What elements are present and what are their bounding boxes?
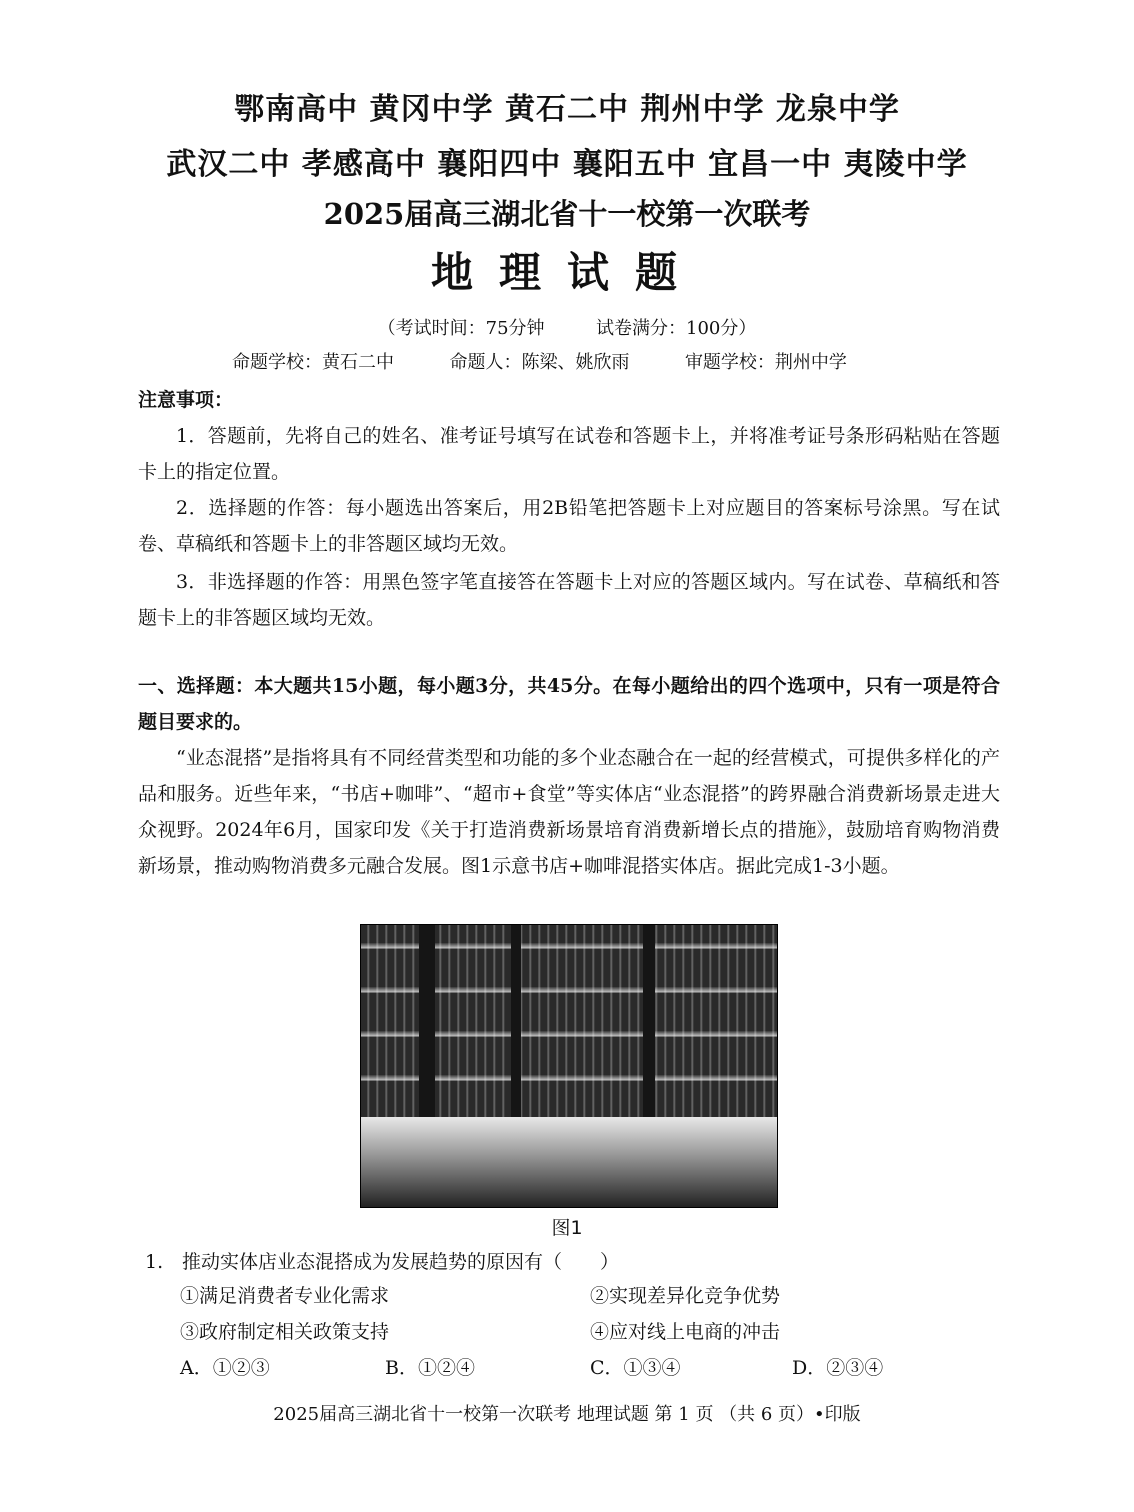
- choice-d[interactable]: D．②③④: [792, 1357, 884, 1379]
- statement-2: ②实现差异化竞争优势: [590, 1285, 781, 1307]
- figure-caption: 图1: [551, 1217, 583, 1239]
- question-1-stem: 推动实体店业态混搭成为发展趋势的原因有（ ）: [182, 1251, 620, 1273]
- section-heading: 一、选择题：本大题共15小题，每小题3分，共45分。在每小题给出的四个选项中，只有一项是符合题目要求的。: [138, 675, 1000, 733]
- choices-row: [180, 1350, 1000, 1386]
- statement-4: ④应对线上电商的冲击: [590, 1321, 781, 1343]
- statement-3: ③政府制定相关政策支持: [180, 1321, 390, 1343]
- exam-info: [0, 314, 1134, 340]
- schools-line-2: 武汉二中 孝感高中 襄阳四中 襄阳五中 宜昌一中 夷陵中学: [166, 147, 968, 182]
- exam-time: （考试时间：75分钟: [377, 318, 545, 339]
- notice-heading: 注意事项：: [138, 389, 234, 411]
- passage: “业态混搭”是指将具有不同经营类型和功能的多个业态融合在一起的经营模式，可提供多样化的产品和服务。近些年来，“书店+咖啡”、“超市+食堂”等实体店“业态混搭”的跨界融合消费新场景走进大众视野。2024年6月，国家印发《关于打造消费新场景培育消费新增长点的措施》，鼓励培育购物消费新场景，推动购物消费多元融合发展。图1示意书店+咖啡混搭实体店。据此完成1-3小题。: [138, 747, 1000, 877]
- statement-1: ①满足消费者专业化需求: [180, 1285, 390, 1307]
- author-school: 命题学校：黄石二中: [232, 352, 394, 373]
- subject-title: 地理试题: [430, 248, 703, 297]
- page-footer: 2025届高三湖北省十一校第一次联考 地理试题 第 1 页 （共 6 页）•印版: [273, 1404, 861, 1425]
- statements-row-2: [180, 1314, 1000, 1350]
- question-1-number: 1.: [145, 1251, 164, 1273]
- choice-a[interactable]: A．①②③: [180, 1357, 270, 1379]
- exam-title: 2025届高三湖北省十一校第一次联考: [323, 197, 811, 231]
- choice-b[interactable]: B．①②④: [385, 1357, 475, 1379]
- notice-item-1: 1．答题前，先将自己的姓名、准考证号填写在试卷和答题卡上，并将准考证号条形码粘贴在答题卡上的指定位置。: [138, 425, 1000, 483]
- statements-row-1: [180, 1278, 1000, 1314]
- reviewer-school: 审题学校：荆州中学: [684, 352, 847, 373]
- schools-line-1: 鄂南高中 黄冈中学 黄石二中 荆州中学 龙泉中学: [234, 92, 900, 127]
- notice-item-3: 3．非选择题的作答：用黑色签字笔直接答在答题卡上对应的答题区域内。写在试卷、草稿纸和答题卡上的非答题区域均无效。: [138, 571, 1000, 629]
- notice-item-2: 2．选择题的作答：每小题选出答案后，用2B铅笔把答题卡上对应题目的答案标号涂黑。写在试卷、草稿纸和答题卡上的非答题区域均无效。: [138, 497, 1000, 555]
- authors-line: [232, 348, 932, 374]
- exam-full-score: 试卷满分：100分）: [596, 318, 757, 339]
- bookstore-cafe-photo: [360, 924, 778, 1208]
- choice-c[interactable]: C．①③④: [590, 1357, 681, 1379]
- author-names: 命题人：陈梁、姚欣雨: [449, 352, 630, 373]
